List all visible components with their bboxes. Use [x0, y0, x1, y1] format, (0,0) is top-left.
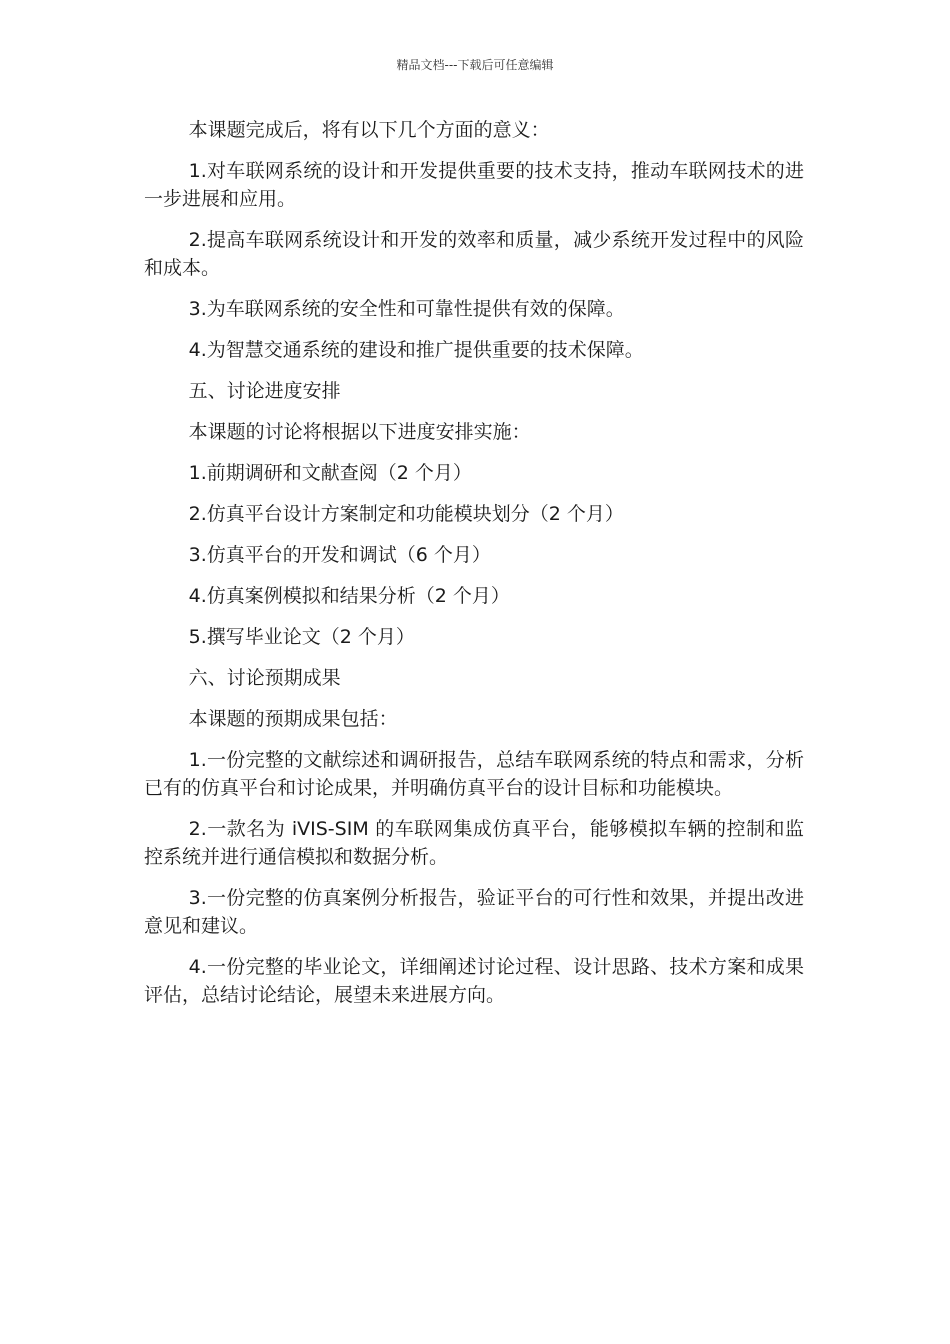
paragraph-schedule-4: 4.仿真案例模拟和结果分析（2 个月） [188, 585, 510, 607]
paragraph-outcome-4: 4.一份完整的毕业论文，详细阐述讨论过程、设计思路、技术方案和成果评估，总结讨论结论，展望未来进展方向。 [144, 956, 804, 1006]
paragraph-significance-2: 2.提高车联网系统设计和开发的效率和质量，减少系统开发过程中的风险和成本。 [144, 229, 804, 279]
paragraph-schedule-1: 1.前期调研和文献查阅（2 个月） [188, 462, 472, 484]
section-heading-schedule: 五、讨论进度安排 [188, 380, 341, 402]
paragraph-significance-4: 4.为智慧交通系统的建设和推广提供重要的技术保障。 [188, 339, 644, 361]
paragraph-significance-3: 3.为车联网系统的安全性和可靠性提供有效的保障。 [188, 298, 625, 320]
paragraph-schedule-5: 5.撰写毕业论文（2 个月） [188, 626, 415, 648]
paragraph-significance-1: 1.对车联网系统的设计和开发提供重要的技术支持，推动车联网技术的进一步进展和应用。 [144, 160, 804, 210]
page-header: 精品文档---下载后可任意编辑 [396, 58, 554, 72]
paragraph-outcomes-intro: 本课题的预期成果包括： [188, 708, 398, 730]
paragraph-outcome-1: 1.一份完整的文献综述和调研报告，总结车联网系统的特点和需求，分析已有的仿真平台和讨论成果，并明确仿真平台的设计目标和功能模块。 [144, 749, 804, 799]
paragraph-outcome-2: 2.一款名为 iVIS-SIM 的车联网集成仿真平台，能够模拟车辆的控制和监控系统并进行通信模拟和数据分析。 [144, 818, 804, 868]
paragraph-schedule-2: 2.仿真平台设计方案制定和功能模块划分（2 个月） [188, 503, 624, 525]
document-body [144, 116, 804, 1022]
section-heading-outcomes: 六、讨论预期成果 [188, 667, 341, 689]
paragraph-schedule-3: 3.仿真平台的开发和调试（6 个月） [188, 544, 491, 566]
paragraph-significance-intro: 本课题完成后，将有以下几个方面的意义： [188, 119, 550, 141]
paragraph-schedule-intro: 本课题的讨论将根据以下进度安排实施： [188, 421, 531, 443]
paragraph-outcome-3: 3.一份完整的仿真案例分析报告，验证平台的可行性和效果，并提出改进意见和建议。 [144, 887, 804, 937]
